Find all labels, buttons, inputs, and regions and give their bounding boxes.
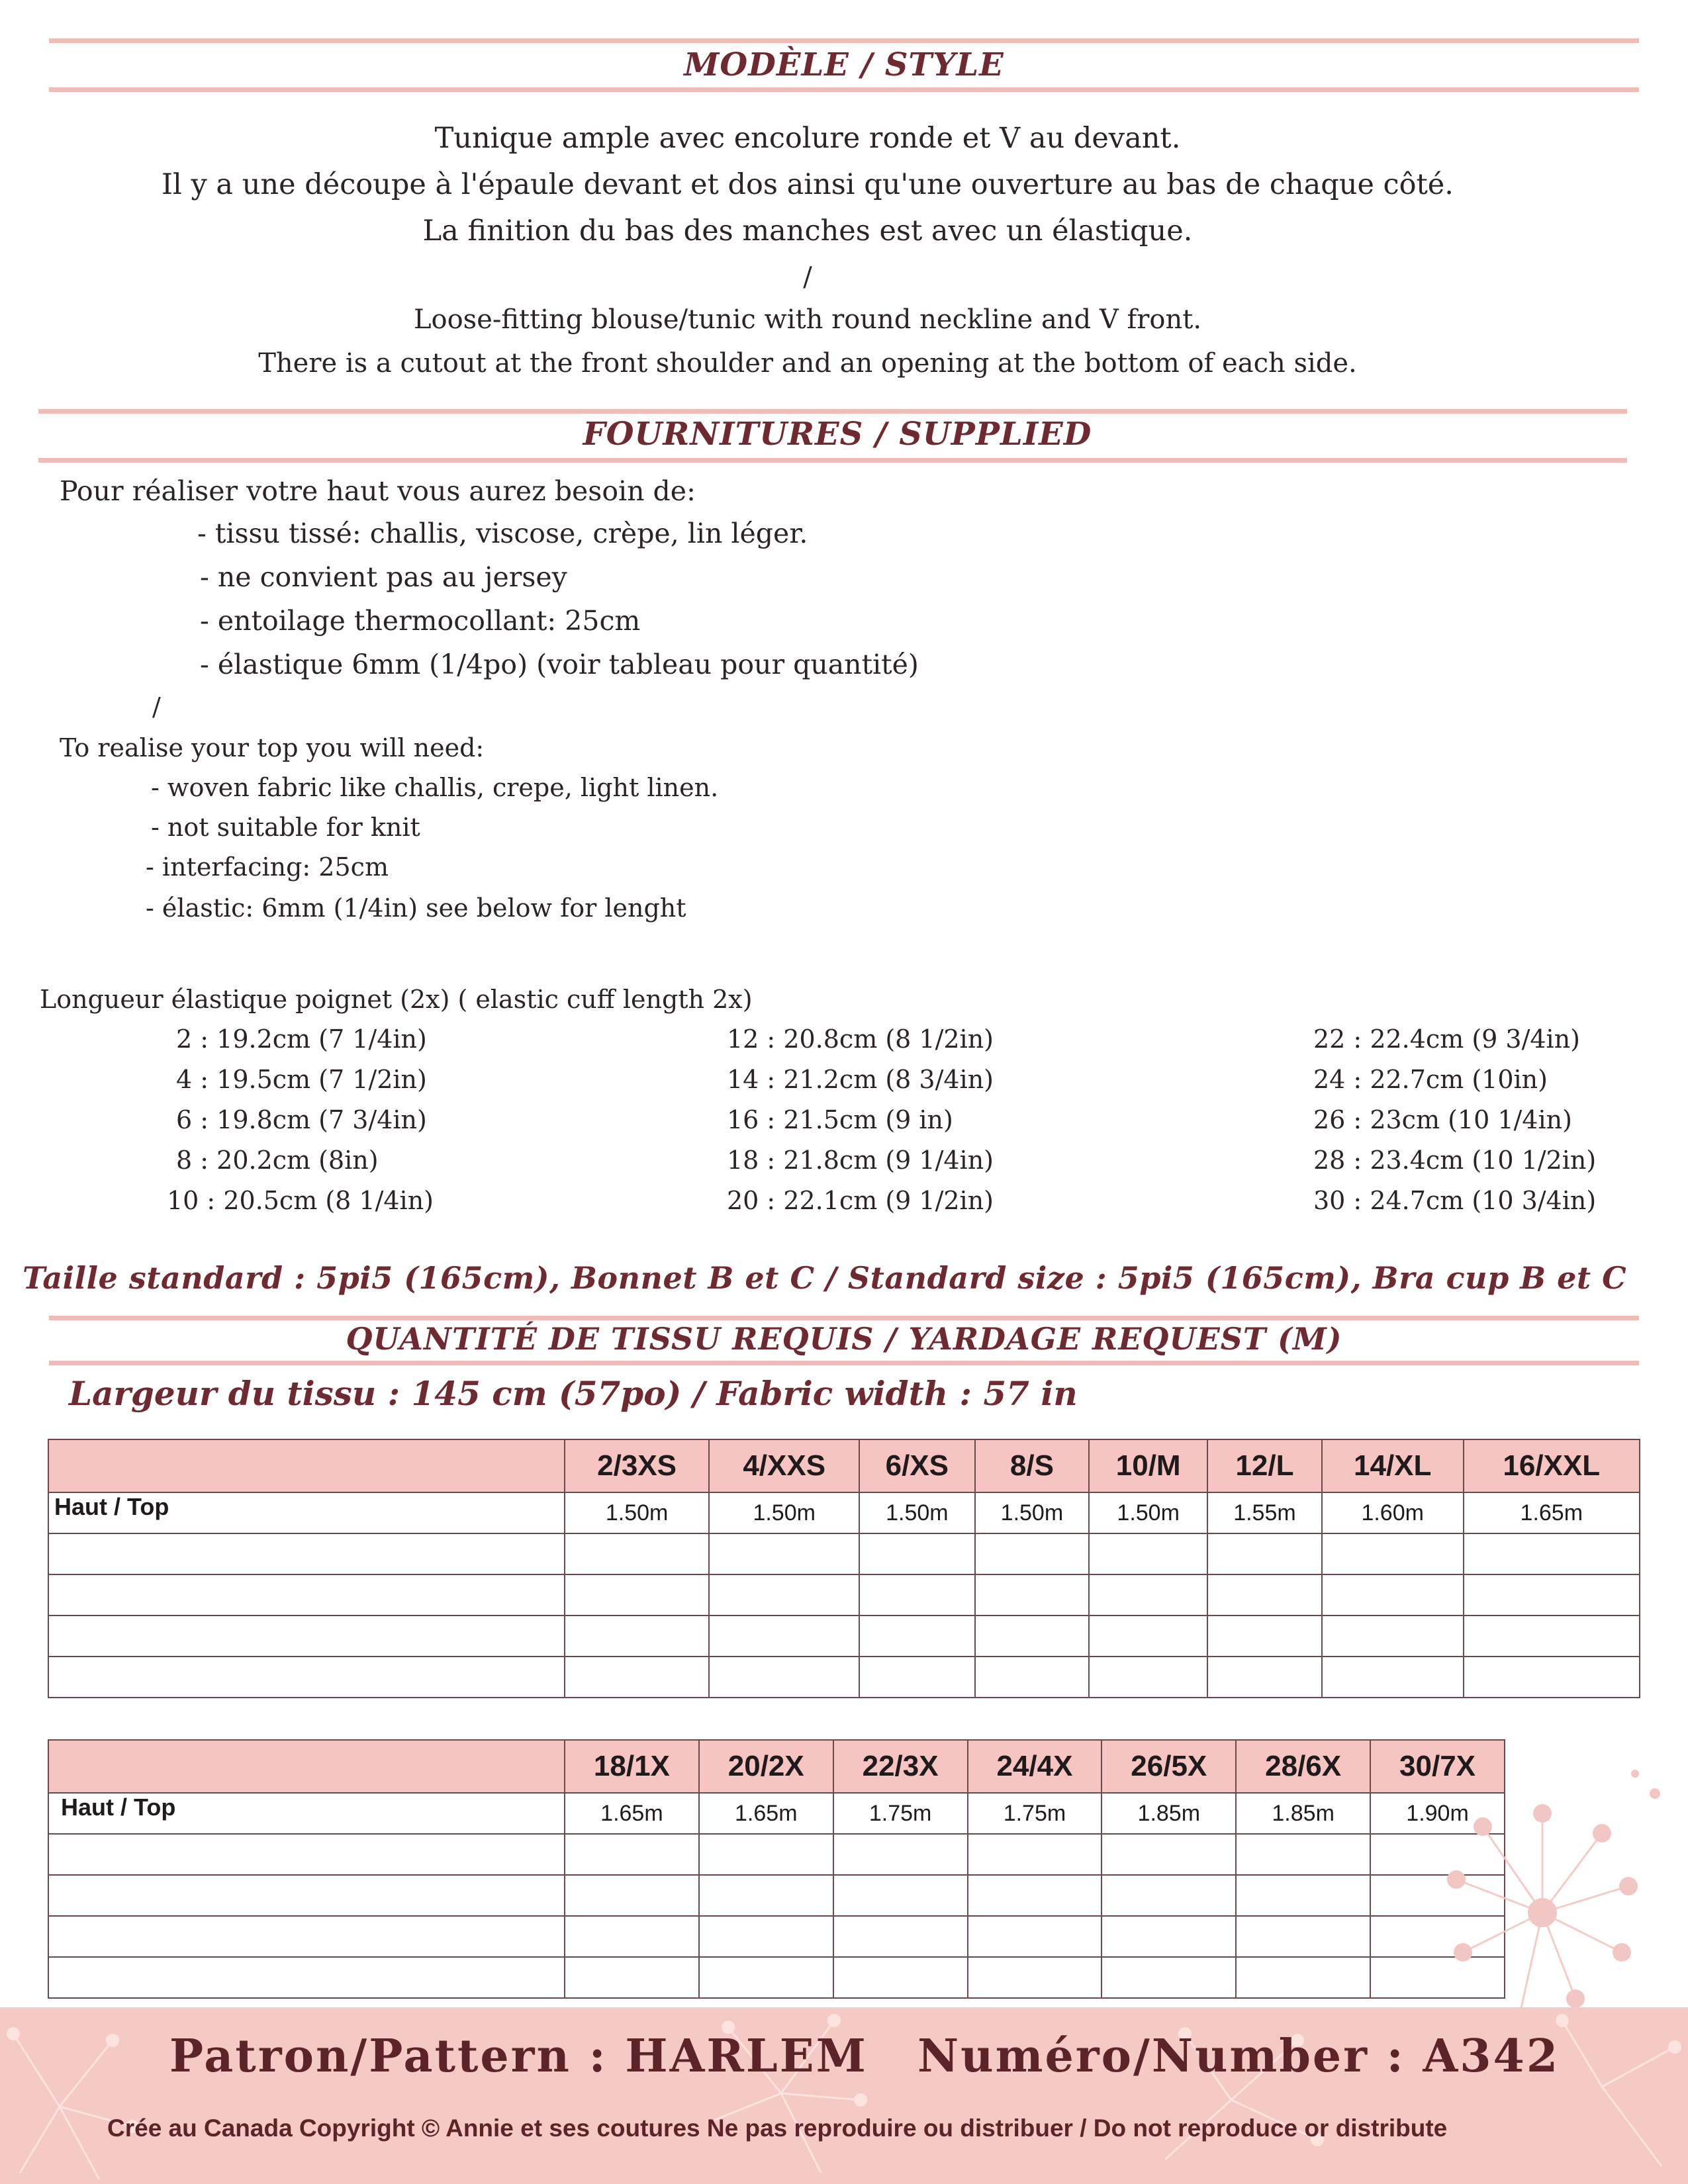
copyright-notice: Crée au Canada Copyright © Annie et ses coutures Ne pas reproduire ou distribuer / Do not reproduce or distribute xyxy=(107,2115,1448,2142)
supplies-item-en: - not suitable for knit xyxy=(151,813,420,842)
supplies-intro-en: To realise your top you will need: xyxy=(60,733,485,762)
size-header: 18/1X xyxy=(565,1740,699,1793)
elastic-length-item: 24 : 22.7cm (10in) xyxy=(1313,1065,1548,1094)
style-description-en xyxy=(0,298,1615,385)
supplies-top-rule xyxy=(38,409,1627,414)
elastic-length-item: 30 : 24.7cm (10 3/4in) xyxy=(1313,1186,1597,1215)
yardage-bottom-rule xyxy=(49,1361,1639,1365)
supplies-item-fr: - entoilage thermocollant: 25cm xyxy=(200,605,641,637)
yardage-value: 1.60m xyxy=(1322,1492,1464,1533)
size-header: 22/3X xyxy=(833,1740,968,1793)
elastic-length-item: 20 : 22.1cm (9 1/2in) xyxy=(727,1186,994,1215)
supplies-item-en: - woven fabric like challis, crepe, light linen. xyxy=(151,773,719,802)
table-row-empty xyxy=(48,1657,1640,1698)
table-row-empty xyxy=(48,1574,1640,1615)
elastic-length-item: 28 : 23.4cm (10 1/2in) xyxy=(1313,1146,1597,1175)
elastic-length-item: 4 : 19.5cm (7 1/2in) xyxy=(176,1065,427,1094)
dandelion-illustration xyxy=(1410,1754,1675,2032)
yardage-value: 1.65m xyxy=(565,1793,699,1834)
elastic-heading: Longueur élastique poignet (2x) ( elastic cuff length 2x) xyxy=(40,985,753,1014)
size-header: 10/M xyxy=(1089,1439,1207,1492)
yardage-value: 1.90m xyxy=(1370,1793,1505,1834)
row-label: Haut / Top xyxy=(48,1492,565,1533)
header-blank-cell xyxy=(48,1439,565,1492)
size-header: 12/L xyxy=(1207,1439,1322,1492)
style-description-fr xyxy=(0,115,1615,254)
yardage-header-row xyxy=(48,1439,1640,1492)
yardage-value: 1.55m xyxy=(1207,1492,1322,1533)
yardage-value: 1.50m xyxy=(975,1492,1090,1533)
size-header: 26/5X xyxy=(1102,1740,1236,1793)
supplies-item-en: - élastic: 6mm (1/4in) see below for lenght xyxy=(146,893,686,923)
yardage-value: 1.50m xyxy=(565,1492,709,1533)
style-fr-line: La finition du bas des manches est avec un élastique. xyxy=(422,214,1193,248)
yardage-value: 1.65m xyxy=(1464,1492,1640,1533)
table-row-empty xyxy=(48,1834,1505,1875)
supplies-separator: / xyxy=(152,692,161,721)
size-header: 8/S xyxy=(975,1439,1090,1492)
elastic-length-item: 8 : 20.2cm (8in) xyxy=(176,1146,379,1175)
yardage-value: 1.50m xyxy=(859,1492,974,1533)
yardage-table-1 xyxy=(48,1439,1640,1698)
yardage-value: 1.75m xyxy=(968,1793,1102,1834)
elastic-length-item: 22 : 22.4cm (9 3/4in) xyxy=(1313,1024,1581,1054)
size-header: 24/4X xyxy=(968,1740,1102,1793)
style-fr-line: Tunique ample avec encolure ronde et V au devant. xyxy=(434,122,1181,155)
elastic-length-item: 26 : 23cm (10 1/4in) xyxy=(1313,1105,1572,1134)
yardage-value: 1.50m xyxy=(709,1492,859,1533)
style-en-line: There is a cutout at the front shoulder and an opening at the bottom of each side. xyxy=(258,348,1357,379)
yardage-top-rule xyxy=(49,1316,1639,1320)
yardage-table-2 xyxy=(48,1739,1505,1999)
elastic-length-item: 12 : 20.8cm (8 1/2in) xyxy=(727,1024,994,1054)
supplies-section-title: FOURNITURES / SUPPLIED xyxy=(583,416,1092,453)
style-fr-line: Il y a une découpe à l'épaule devant et dos ainsi qu'une ouverture au bas de chaque côté. xyxy=(162,168,1454,201)
table-row xyxy=(48,1793,1505,1834)
supplies-bottom-rule xyxy=(38,458,1627,463)
table-row-empty xyxy=(48,1533,1640,1574)
yardage-header-row xyxy=(48,1740,1505,1793)
supplies-item-fr: - élastique 6mm (1/4po) (voir tableau pour quantité) xyxy=(200,649,919,680)
elastic-length-item: 16 : 21.5cm (9 in) xyxy=(727,1105,953,1134)
yardage-value: 1.85m xyxy=(1236,1793,1370,1834)
table-row-empty xyxy=(48,1875,1505,1916)
elastic-length-item: 2 : 19.2cm (7 1/4in) xyxy=(176,1024,427,1054)
size-header: 20/2X xyxy=(699,1740,833,1793)
size-header: 4/XXS xyxy=(709,1439,859,1492)
yardage-value: 1.65m xyxy=(699,1793,833,1834)
pattern-name: Patron/Pattern : HARLEM xyxy=(169,2030,868,2083)
yardage-value: 1.75m xyxy=(833,1793,968,1834)
elastic-length-item: 14 : 21.2cm (8 3/4in) xyxy=(727,1065,994,1094)
style-top-rule xyxy=(49,38,1639,43)
yardage-value: 1.50m xyxy=(1089,1492,1207,1533)
supplies-item-en: - interfacing: 25cm xyxy=(146,852,389,882)
size-header: 30/7X xyxy=(1370,1740,1505,1793)
table-row-empty xyxy=(48,1957,1505,1998)
elastic-length-item: 18 : 21.8cm (9 1/4in) xyxy=(727,1146,994,1175)
yardage-value: 1.85m xyxy=(1102,1793,1236,1834)
fabric-width-line: Largeur du tissu : 145 cm (57po) / Fabric width : 57 in xyxy=(69,1374,1078,1413)
supplies-intro-fr: Pour réaliser votre haut vous aurez besoin de: xyxy=(60,475,696,507)
table-row xyxy=(48,1492,1640,1533)
size-header: 6/XS xyxy=(859,1439,974,1492)
standard-size-line: Taille standard : 5pi5 (165cm), Bonnet B et C / Standard size : 5pi5 (165cm), Bra cup B et C xyxy=(23,1260,1627,1296)
style-bottom-rule xyxy=(49,87,1639,92)
size-header: 28/6X xyxy=(1236,1740,1370,1793)
pattern-number: Numéro/Number : A342 xyxy=(917,2030,1560,2083)
elastic-length-item: 6 : 19.8cm (7 3/4in) xyxy=(176,1105,427,1134)
footer-banner xyxy=(0,2007,1688,2184)
supplies-item-fr: - ne convient pas au jersey xyxy=(200,561,567,593)
row-label: Haut / Top xyxy=(48,1793,565,1834)
style-en-line: Loose-fitting blouse/tunic with round neckline and V front. xyxy=(413,304,1202,335)
style-section-title: MODÈLE / STYLE xyxy=(684,46,1004,83)
yardage-section-title: QUANTITÉ DE TISSU REQUIS / YARDAGE REQUEST (M) xyxy=(346,1321,1342,1357)
size-header: 16/XXL xyxy=(1464,1439,1640,1492)
style-separator: / xyxy=(803,262,812,293)
table-row-empty xyxy=(48,1615,1640,1657)
header-blank-cell xyxy=(48,1740,565,1793)
size-header: 2/3XS xyxy=(565,1439,709,1492)
size-header: 14/XL xyxy=(1322,1439,1464,1492)
supplies-item-fr: - tissu tissé: challis, viscose, crèpe, lin léger. xyxy=(197,518,808,549)
elastic-length-item: 10 : 20.5cm (8 1/4in) xyxy=(167,1186,434,1215)
table-row-empty xyxy=(48,1916,1505,1957)
